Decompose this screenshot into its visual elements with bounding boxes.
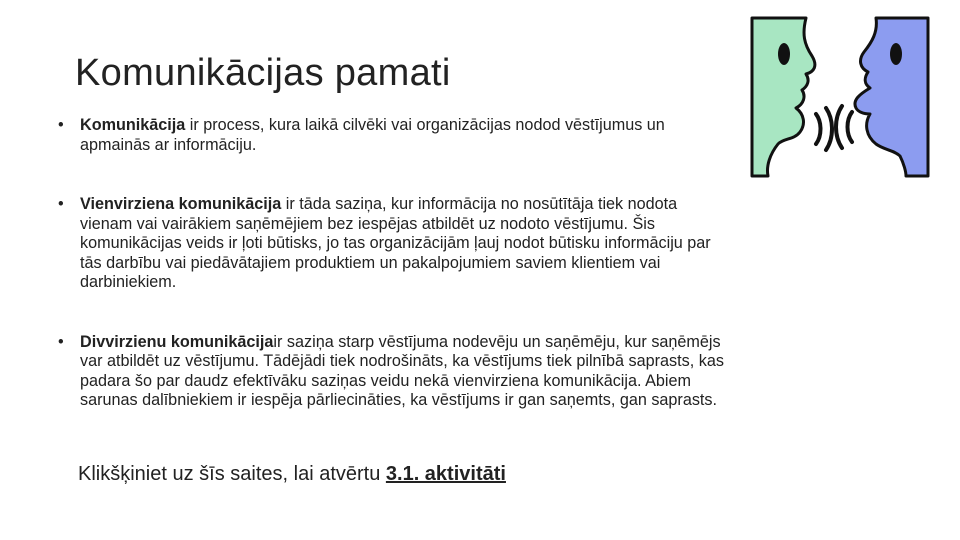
bullet-komunikacija — [58, 116, 728, 155]
left-face — [752, 18, 815, 176]
right-face — [855, 18, 928, 176]
right-eye — [890, 43, 902, 65]
activity-link-line — [78, 463, 506, 486]
slide-title: Komunikācijas pamati — [75, 52, 451, 94]
bullet-dot: • — [58, 195, 64, 213]
bullet-term: Divvirzienu komunikācija — [80, 332, 274, 351]
bullet-list — [58, 116, 728, 411]
bullet-vienvirziena — [58, 195, 728, 293]
bullet-divvirzienu — [58, 333, 728, 411]
bullet-text: ir tāda saziņa, kur informācija no nosūtītāja tiek nodota vienam vai vairākiem saņēmējiem bez iespējas atbildēt uz nodoto vēstījumu. Šis komunikācijas veids ir ļoti būtisks, jo tas organizācijām ļauj nodot būtisku informāciju par tās darbību vai piedāvātajiem produktiem un pakalpojumiem saviem klientiem vai darbiniekiem. — [80, 195, 711, 291]
bullet-text: ir saziņa starp vēstījuma nodevēju un saņēmēju, kur saņēmējs var atbildēt uz vēstījumu. Tādējādi tiek nodrošināts, ka vēstījums tiek pilnībā saprasts, kas padara šo par daudz efektīvāku saziņas veidu nekā vienvirziena komunikācija. Abiem sarunas dalībniekiem ir iespēja pārliecināties, ka vēstījums ir gan saņemts, gan saprasts. — [80, 332, 724, 409]
two-faces-talking-icon — [744, 14, 936, 178]
speech-lines — [816, 106, 852, 150]
bullet-dot: • — [58, 116, 64, 134]
bullet-term: Vienvirziena komunikācija — [80, 195, 282, 213]
bullet-text: ir process, kura laikā cilvēki vai organizācijas nodod vēstījumus un apmainās ar informāciju. — [80, 116, 665, 154]
left-eye — [778, 43, 790, 65]
bullet-term: Komunikācija — [80, 116, 186, 134]
cta-text: Klikšķiniet uz šīs saites, lai atvērtu — [78, 463, 386, 485]
bullet-dot: • — [58, 332, 64, 351]
activity-link[interactable]: 3.1. aktivitāti — [385, 463, 506, 485]
